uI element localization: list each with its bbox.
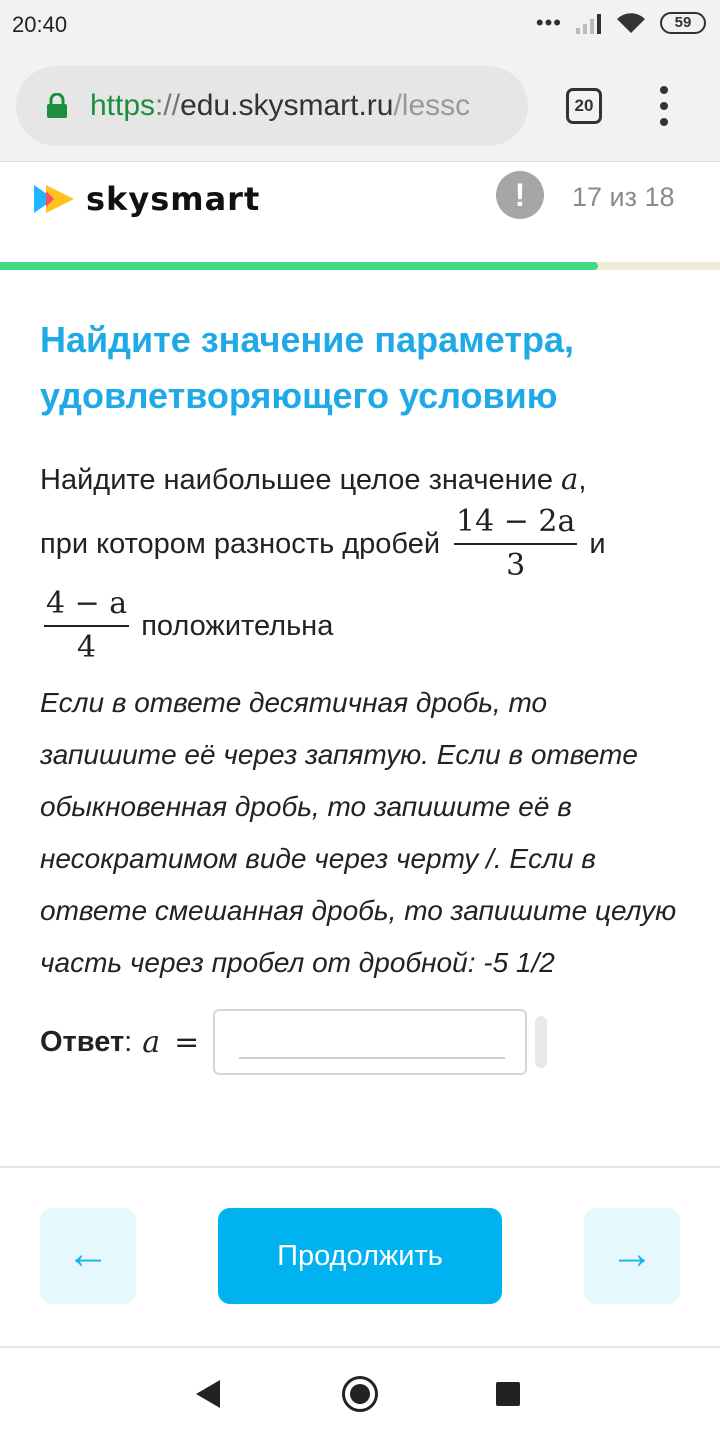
task-line-2 [40, 505, 680, 583]
task-statement [40, 460, 680, 665]
report-issue-icon[interactable]: ! [496, 171, 544, 219]
logo-text: skysmart [86, 180, 261, 218]
battery-icon: 59 [660, 12, 706, 34]
fraction-1 [454, 505, 577, 583]
url-host: edu.skysmart.ru [180, 89, 394, 122]
android-nav-bar [0, 1346, 720, 1440]
next-button[interactable] [584, 1208, 680, 1304]
back-icon[interactable] [196, 1380, 220, 1408]
answer-input-box[interactable] [213, 1009, 527, 1075]
task-line-3 [40, 587, 680, 665]
task-text-part1: Найдите наибольшее целое значение [40, 464, 562, 496]
footer-divider [0, 1166, 720, 1168]
answer-row [40, 1009, 680, 1075]
task-title: Найдите значение параметра, удовлетворяющего условию [40, 319, 574, 416]
answer-input[interactable] [215, 1011, 525, 1073]
fraction-1-numerator: 14 − 2a [454, 505, 577, 545]
task-comma: , [578, 464, 587, 496]
input-scroll-handle[interactable] [535, 1016, 547, 1068]
url-scheme: https [90, 89, 156, 122]
url-text [90, 89, 470, 123]
site-header [0, 162, 720, 262]
task-counter: 17 из 18 [572, 182, 675, 212]
url-path: /lessc [393, 89, 471, 122]
logo-play-icon [32, 181, 76, 217]
skysmart-logo[interactable] [32, 180, 260, 218]
task-text-part2: при котором разность дробей [40, 528, 441, 560]
task-content [40, 312, 680, 1075]
fraction-2 [44, 587, 129, 665]
status-icons [536, 12, 706, 34]
task-line-1 [40, 460, 680, 499]
signal-icon [576, 12, 602, 34]
answer-colon: : [124, 1025, 133, 1058]
tab-switcher-button[interactable]: 20 [566, 88, 602, 124]
prev-button[interactable] [40, 1208, 136, 1304]
wifi-icon [616, 12, 646, 34]
math-var-a: a [561, 462, 579, 496]
fraction-2-denominator: 4 [77, 630, 97, 665]
notification-dots-icon: ••• [535, 10, 562, 35]
task-text-part3: положительна [141, 610, 334, 642]
answer-label: Ответ [40, 1025, 125, 1058]
more-menu-icon[interactable] [652, 86, 676, 126]
answer-format-hint: Если в ответе десятичная дробь, то запишите её через запятую. Если в ответе обыкновенная дробь, то запишите её в несократимом виде через черту /. Если в ответе смешанная дробь, то запишите целую часть через пробел от дробной: -5 1/2 [40, 687, 677, 978]
recent-apps-icon[interactable] [496, 1382, 520, 1406]
answer-equals: = [174, 1024, 200, 1060]
fraction-1-denominator: 3 [506, 548, 526, 583]
continue-button[interactable]: Продолжить [218, 1208, 502, 1304]
fraction-2-numerator: 4 − a [44, 587, 129, 627]
url-separator: :// [155, 89, 181, 122]
lesson-progress-bar [0, 262, 720, 270]
status-time: 20:40 [12, 12, 68, 37]
progress-fill [0, 262, 598, 270]
home-icon[interactable] [342, 1376, 378, 1412]
task-conjunction: и [589, 528, 606, 560]
lock-icon [46, 93, 68, 119]
address-bar[interactable] [16, 66, 528, 146]
arrow-right-icon: → [610, 1229, 654, 1278]
answer-var: a [142, 1024, 161, 1060]
status-bar [0, 0, 720, 52]
arrow-left-icon: ← [66, 1229, 110, 1278]
browser-toolbar [0, 52, 720, 162]
